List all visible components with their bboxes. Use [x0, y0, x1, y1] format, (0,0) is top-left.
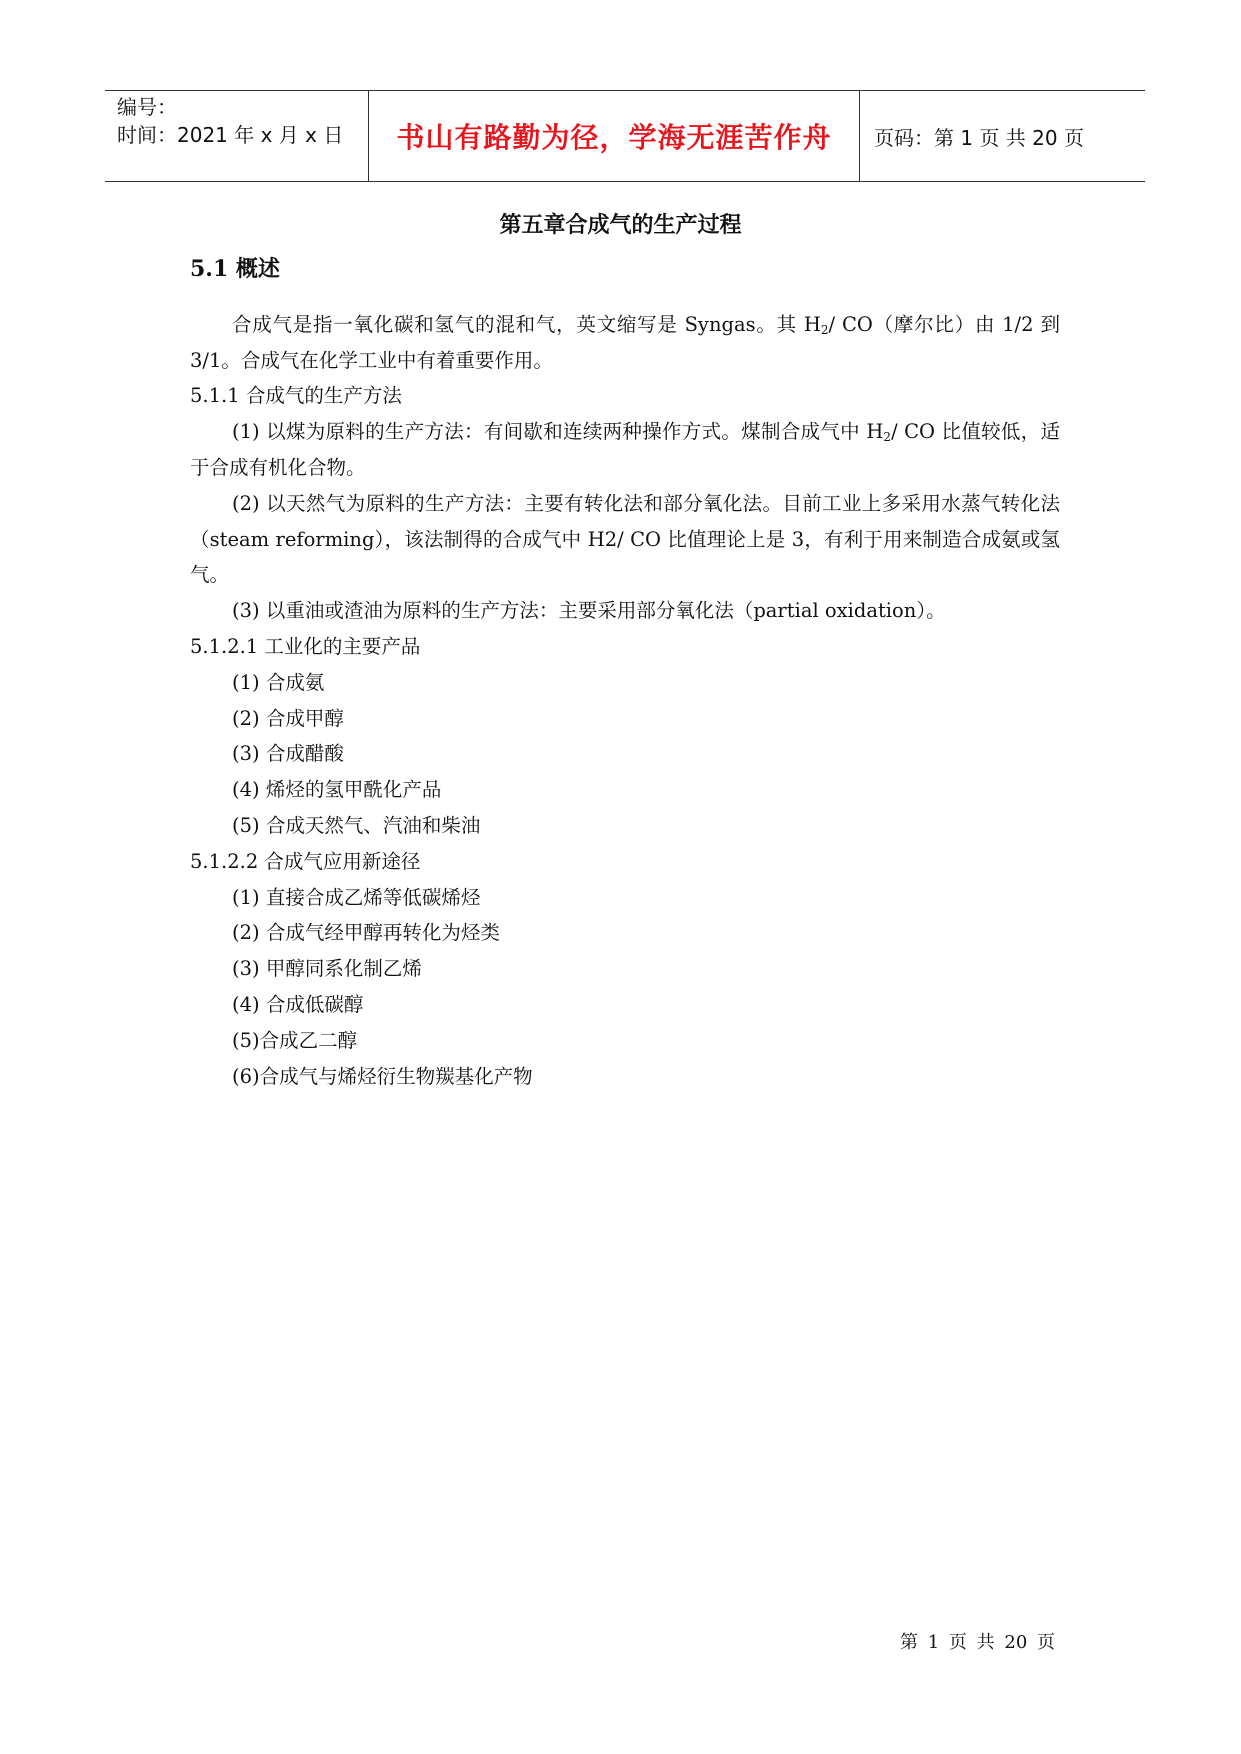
list-item: (1) 直接合成乙烯等低碳烯烃	[232, 885, 481, 909]
section-heading: 5.1 概述	[190, 256, 280, 282]
list-item: (5)合成乙二醇	[232, 1028, 358, 1052]
intro-text-a: 合成气是指一氧化碳和氢气的混和气，英文缩写是 Syngas。其 H	[232, 312, 821, 336]
method-paragraph-1	[190, 414, 1060, 486]
list-item: (3) 甲醇同系化制乙烯	[232, 957, 422, 981]
method-paragraph-2: (2) 以天然气为原料的生产方法：主要有转化法和部分氧化法。目前工业上多采用水蒸气转化法（steam reforming），该法制得的合成气中 H2/ CO 比值理论上是 3，有利于用来制造合成氨或氢气。	[190, 491, 1060, 587]
list-item: (4) 合成低碳醇	[232, 992, 364, 1016]
chapter-title: 第五章合成气的生产过程	[499, 212, 742, 238]
header-meta	[105, 91, 369, 181]
page-footer: 第 1 页 共 20 页	[900, 1632, 1055, 1653]
list-item: (4) 烯烃的氢甲酰化产品	[232, 778, 442, 802]
list-item: (2) 合成气经甲醇再转化为烃类	[232, 921, 500, 945]
subsection-heading-new-uses: 5.1.2.2 合成气应用新途径	[190, 849, 421, 873]
intro-text-b: / CO（摩尔比）由 1/2 到 3/1。合成气在化学工业中有着重要作用。	[190, 312, 1060, 372]
header-motto: 书山有路勤为径，学海无涯苦作舟	[369, 91, 860, 181]
subsection-heading-products: 5.1.2.1 工业化的主要产品	[190, 634, 421, 658]
page-header	[105, 90, 1145, 182]
list-item: (3) 合成醋酸	[232, 742, 344, 766]
list-item: (1) 合成氨	[232, 670, 325, 694]
method1-text-b: / CO 比值较低，适于合成有机化合物。	[190, 420, 1060, 479]
intro-paragraph	[190, 307, 1060, 379]
header-page-info: 页码：第 1 页 共 20 页	[874, 125, 1084, 150]
subsection-heading-methods: 5.1.1 合成气的生产方法	[190, 384, 402, 408]
document-date: 时间：2021 年 x 月 x 日	[117, 123, 344, 147]
list-item: (6)合成气与烯烃衍生物羰基化产物	[232, 1064, 533, 1088]
list-item: (5) 合成天然气、汽油和柴油	[232, 813, 481, 837]
document-body	[190, 252, 1060, 1094]
intro-subscript: 2	[820, 322, 829, 337]
document-number-label: 编号：	[117, 95, 177, 119]
list-item: (2) 合成甲醇	[232, 706, 344, 730]
method1-text-a: (1) 以煤为原料的生产方法：有间歇和连续两种操作方式。煤制合成气中 H	[232, 420, 884, 444]
method-paragraph-3: (3) 以重油或渣油为原料的生产方法：主要采用部分氧化法（partial oxidation）。	[232, 599, 946, 623]
method1-subscript: 2	[883, 430, 892, 445]
